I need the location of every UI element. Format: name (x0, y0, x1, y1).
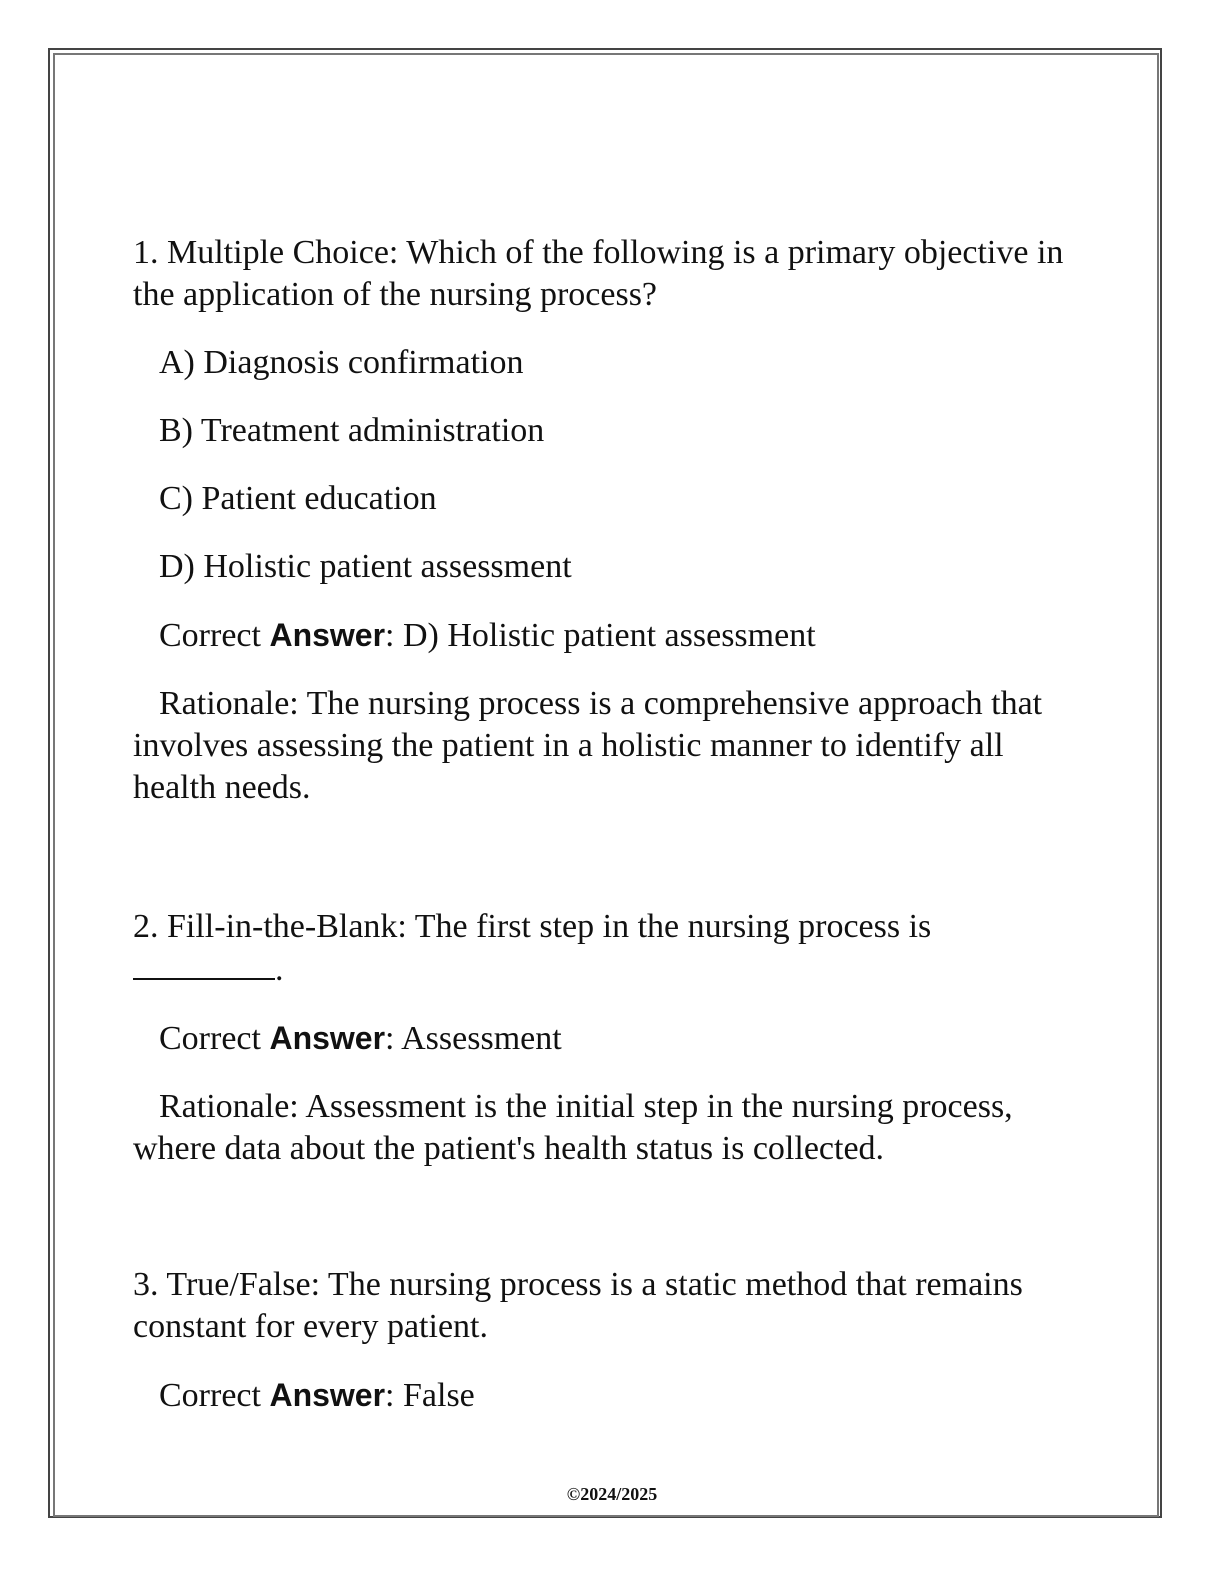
fill-in-blank-line (133, 948, 275, 980)
question-3 (133, 1264, 1093, 1443)
question-1-rationale: Rationale: The nursing process is a comprehensive approach that involves assessing the patient in a holistic manner to identify all health needs. (133, 685, 1043, 806)
question-1-correct-answer (133, 614, 1093, 657)
copyright-footer: ©2024/2025 (566, 1484, 658, 1504)
blank-suffix: . (275, 951, 284, 988)
question-1 (133, 232, 1093, 809)
answer-word: Answer (269, 1020, 386, 1056)
question-2-rationale: Rationale: Assessment is the initial step in the nursing process, where data about the patient's health status is collected. (133, 1088, 1013, 1167)
answer-value: : False (385, 1377, 475, 1414)
answer-prefix: Correct (159, 1377, 270, 1414)
answer-prefix: Correct (159, 617, 270, 654)
question-1-option-a: A) Diagnosis confirmation (159, 344, 524, 381)
question-2-text (133, 906, 1093, 991)
question-3-correct-answer (133, 1374, 1093, 1417)
question-1-option-b: B) Treatment administration (159, 412, 545, 449)
answer-value: : D) Holistic patient assessment (385, 617, 816, 654)
answer-prefix: Correct (159, 1020, 270, 1057)
question-3-text: 3. True/False: The nursing process is a static method that remains constant for every patient. (133, 1266, 1023, 1345)
question-2-stem: 2. Fill-in-the-Blank: The first step in the nursing process is (133, 908, 932, 945)
answer-word: Answer (269, 617, 386, 653)
question-1-text: 1. Multiple Choice: Which of the following is a primary objective in the application of the nursing process? (133, 234, 1064, 313)
question-2-correct-answer (133, 1017, 1093, 1060)
question-2 (133, 906, 1093, 1170)
answer-word: Answer (269, 1377, 386, 1413)
question-1-option-c: C) Patient education (159, 480, 437, 517)
question-1-option-d: D) Holistic patient assessment (159, 548, 572, 585)
answer-value: : Assessment (385, 1020, 562, 1057)
